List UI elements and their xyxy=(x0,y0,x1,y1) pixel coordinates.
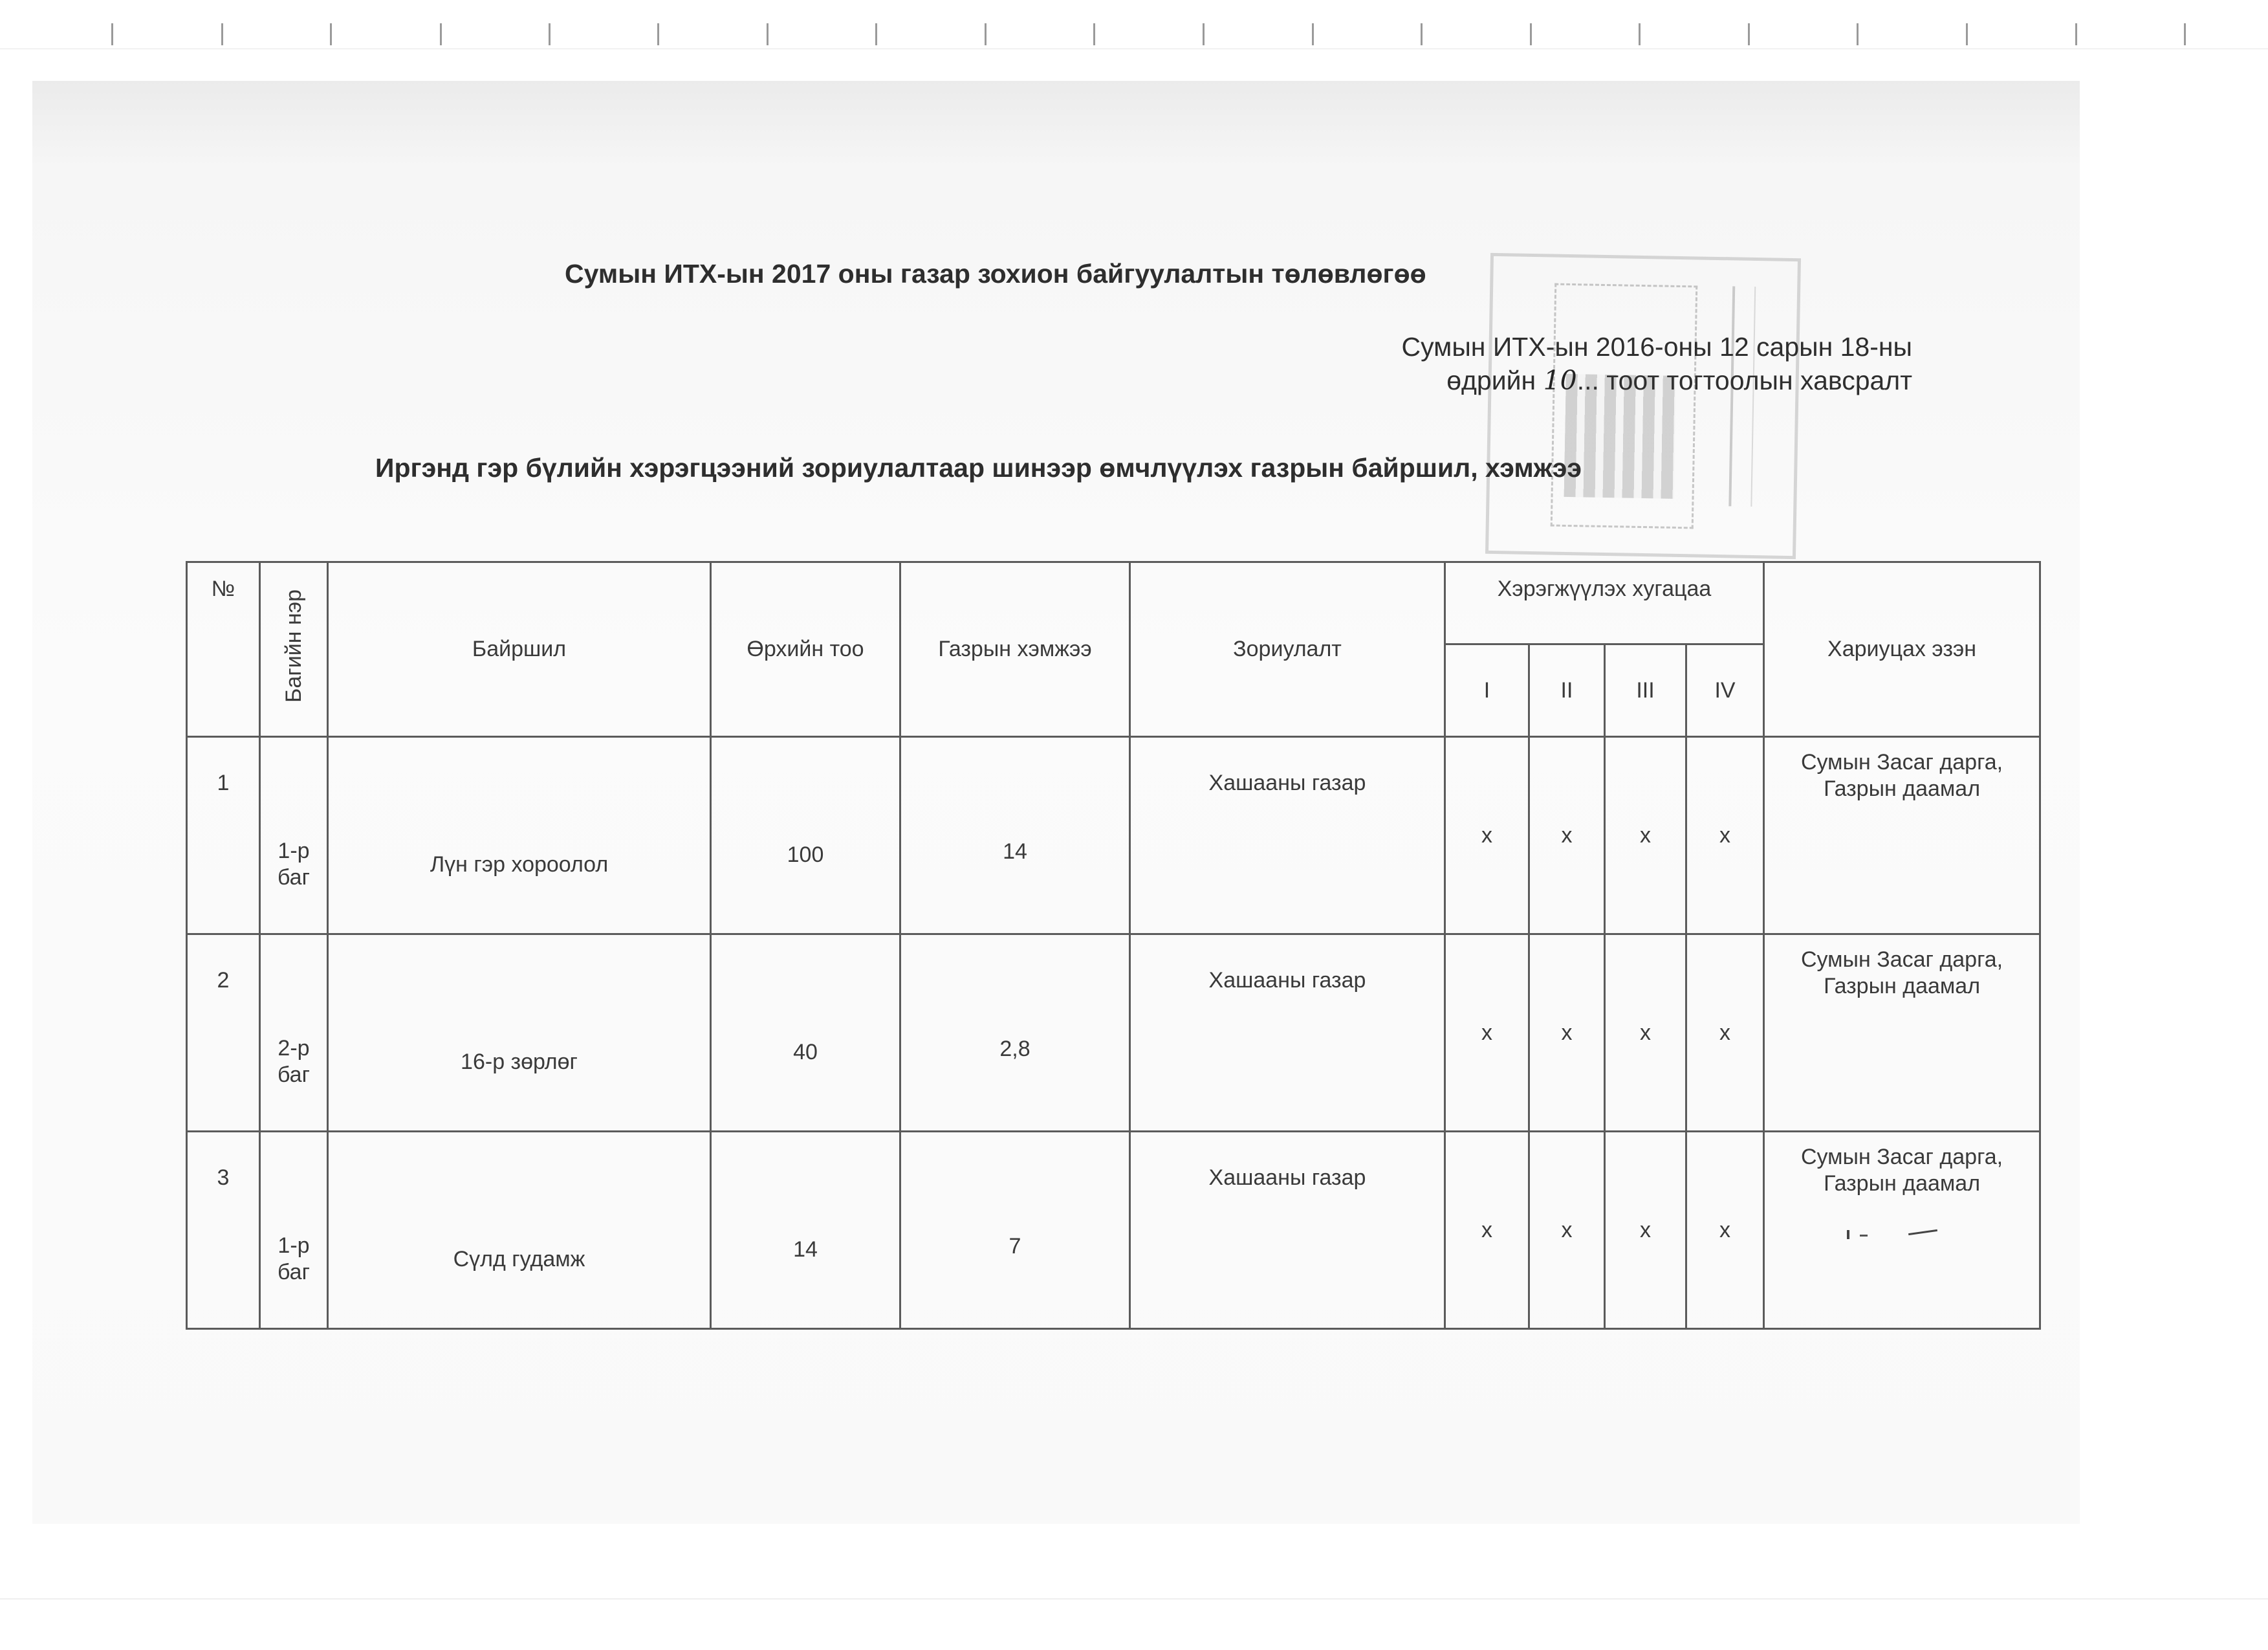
binder-tick xyxy=(2184,23,2186,45)
col-header-no: № xyxy=(187,562,260,737)
cell-bag xyxy=(260,934,328,1132)
cell-quarter-1: x xyxy=(1445,1132,1529,1329)
land-allocation-table xyxy=(186,561,2041,1330)
col-header-households: Өрхийн тоо xyxy=(711,562,900,737)
scanner-top-strip xyxy=(0,0,2268,49)
binder-tick xyxy=(1421,23,1423,45)
cell-bag-line-1: 1-р xyxy=(278,1233,310,1259)
cell-households: 40 xyxy=(711,934,900,1132)
cell-households: 14 xyxy=(711,1132,900,1329)
table-row xyxy=(187,1132,2040,1329)
cell-quarter-4: x xyxy=(1686,737,1764,934)
cell-responsible-line-1: Сумын Засаг дарга, xyxy=(1801,1145,2003,1169)
cell-responsible xyxy=(1764,737,2040,934)
col-header-responsible: Хариуцах эзэн xyxy=(1764,562,2040,737)
cell-quarter-2: x xyxy=(1529,934,1605,1132)
cell-area: 14 xyxy=(900,737,1130,934)
cell-quarter-2: x xyxy=(1529,737,1605,934)
col-header-bag xyxy=(260,562,328,737)
cell-responsible-line-2: Газрын даамал xyxy=(1824,973,1981,998)
cell-quarter-2: x xyxy=(1529,1132,1605,1329)
col-header-quarter-2: II xyxy=(1529,644,1605,737)
binder-tick xyxy=(111,23,113,45)
cell-area: 7 xyxy=(900,1132,1130,1329)
cell-no: 3 xyxy=(187,1132,260,1329)
annex-resolution-suffix: ... тоот тогтоолын хавсралт xyxy=(1576,366,1912,395)
document-title: Сумын ИТХ-ын 2017 оны газар зохион байгуулалтын төлөвлөгөө xyxy=(565,259,1426,289)
scanner-bottom-edge xyxy=(0,1598,2268,1600)
cell-location: Сүлд гудамж xyxy=(328,1132,711,1329)
cell-responsible-line-2: Газрын даамал xyxy=(1824,1171,1981,1196)
cell-quarter-1: x xyxy=(1445,737,1529,934)
pen-mark-stroke xyxy=(1860,1235,1868,1237)
binder-tick xyxy=(1203,23,1205,45)
cell-bag xyxy=(260,1132,328,1329)
binder-tick xyxy=(2075,23,2077,45)
cell-bag-line-1: 2-р xyxy=(278,1036,310,1061)
cell-quarter-3: x xyxy=(1605,934,1686,1132)
pen-mark xyxy=(1847,1226,1937,1242)
resolution-number-handwritten: 10 xyxy=(1543,365,1577,396)
cell-responsible xyxy=(1764,934,2040,1132)
col-header-quarter-4: IV xyxy=(1686,644,1764,737)
binder-tick xyxy=(1748,23,1750,45)
cell-quarter-3: x xyxy=(1605,1132,1686,1329)
cell-households: 100 xyxy=(711,737,900,934)
binder-tick xyxy=(1093,23,1095,45)
table-header-row xyxy=(187,562,2040,644)
cell-quarter-3: x xyxy=(1605,737,1686,934)
cell-bag-line-2: баг xyxy=(277,1260,310,1284)
cell-bag-line-2: баг xyxy=(277,865,310,890)
cell-location: Лүн гэр хороолол xyxy=(328,737,711,934)
binder-tick xyxy=(1639,23,1641,45)
cell-no: 1 xyxy=(187,737,260,934)
pen-mark-stroke xyxy=(1908,1229,1937,1235)
cell-bag-line-2: баг xyxy=(277,1062,310,1087)
col-header-area: Газрын хэмжээ xyxy=(900,562,1130,737)
binder-tick xyxy=(657,23,659,45)
col-header-location: Байршил xyxy=(328,562,711,737)
col-header-period: Хэрэгжүүлэх хугацаа xyxy=(1445,562,1764,644)
cell-responsible-line-2: Газрын даамал xyxy=(1824,776,1981,801)
annex-note xyxy=(1402,330,1913,397)
cell-quarter-1: x xyxy=(1445,934,1529,1132)
col-header-quarter-1: I xyxy=(1445,644,1529,737)
col-header-quarter-3: III xyxy=(1605,644,1686,737)
cell-no: 2 xyxy=(187,934,260,1132)
binder-tick xyxy=(875,23,877,45)
binder-tick xyxy=(1857,23,1859,45)
cell-bag-line-1: 1-р xyxy=(278,839,310,864)
table-row xyxy=(187,934,2040,1132)
cell-purpose: Хашааны газар xyxy=(1130,934,1445,1132)
binder-tick xyxy=(1530,23,1532,45)
binder-tick xyxy=(221,23,223,45)
cell-purpose: Хашааны газар xyxy=(1130,1132,1445,1329)
cell-purpose: Хашааны газар xyxy=(1130,737,1445,934)
annex-line-2 xyxy=(1402,364,1913,397)
table-row xyxy=(187,737,2040,934)
binder-tick xyxy=(330,23,332,45)
cell-area: 2,8 xyxy=(900,934,1130,1132)
binder-tick xyxy=(1966,23,1968,45)
binder-tick xyxy=(985,23,987,45)
binder-tick xyxy=(549,23,551,45)
official-stamp xyxy=(1485,253,1801,559)
cell-responsible-line-1: Сумын Засаг дарга, xyxy=(1801,750,2003,775)
annex-date-prefix: өдрийн xyxy=(1446,366,1536,395)
col-header-bag-label: Багийн нэр xyxy=(281,589,306,703)
cell-quarter-4: x xyxy=(1686,1132,1764,1329)
table-subtitle: Иргэнд гэр бүлийн хэрэгцээний зориулалтаар шинээр өмчлүүлэх газрын байршил, хэмжээ xyxy=(375,453,1582,483)
col-header-purpose: Зориулалт xyxy=(1130,562,1445,737)
pen-mark-stroke xyxy=(1847,1230,1849,1239)
binder-tick xyxy=(1312,23,1314,45)
cell-quarter-4: x xyxy=(1686,934,1764,1132)
annex-line-1: Сумын ИТХ-ын 2016-оны 12 сарын 18-ны xyxy=(1401,332,1912,362)
cell-responsible-line-1: Сумын Засаг дарга, xyxy=(1801,947,2003,972)
cell-bag xyxy=(260,737,328,934)
binder-tick xyxy=(767,23,769,45)
binder-tick xyxy=(440,23,442,45)
cell-location: 16-р зөрлөг xyxy=(328,934,711,1132)
